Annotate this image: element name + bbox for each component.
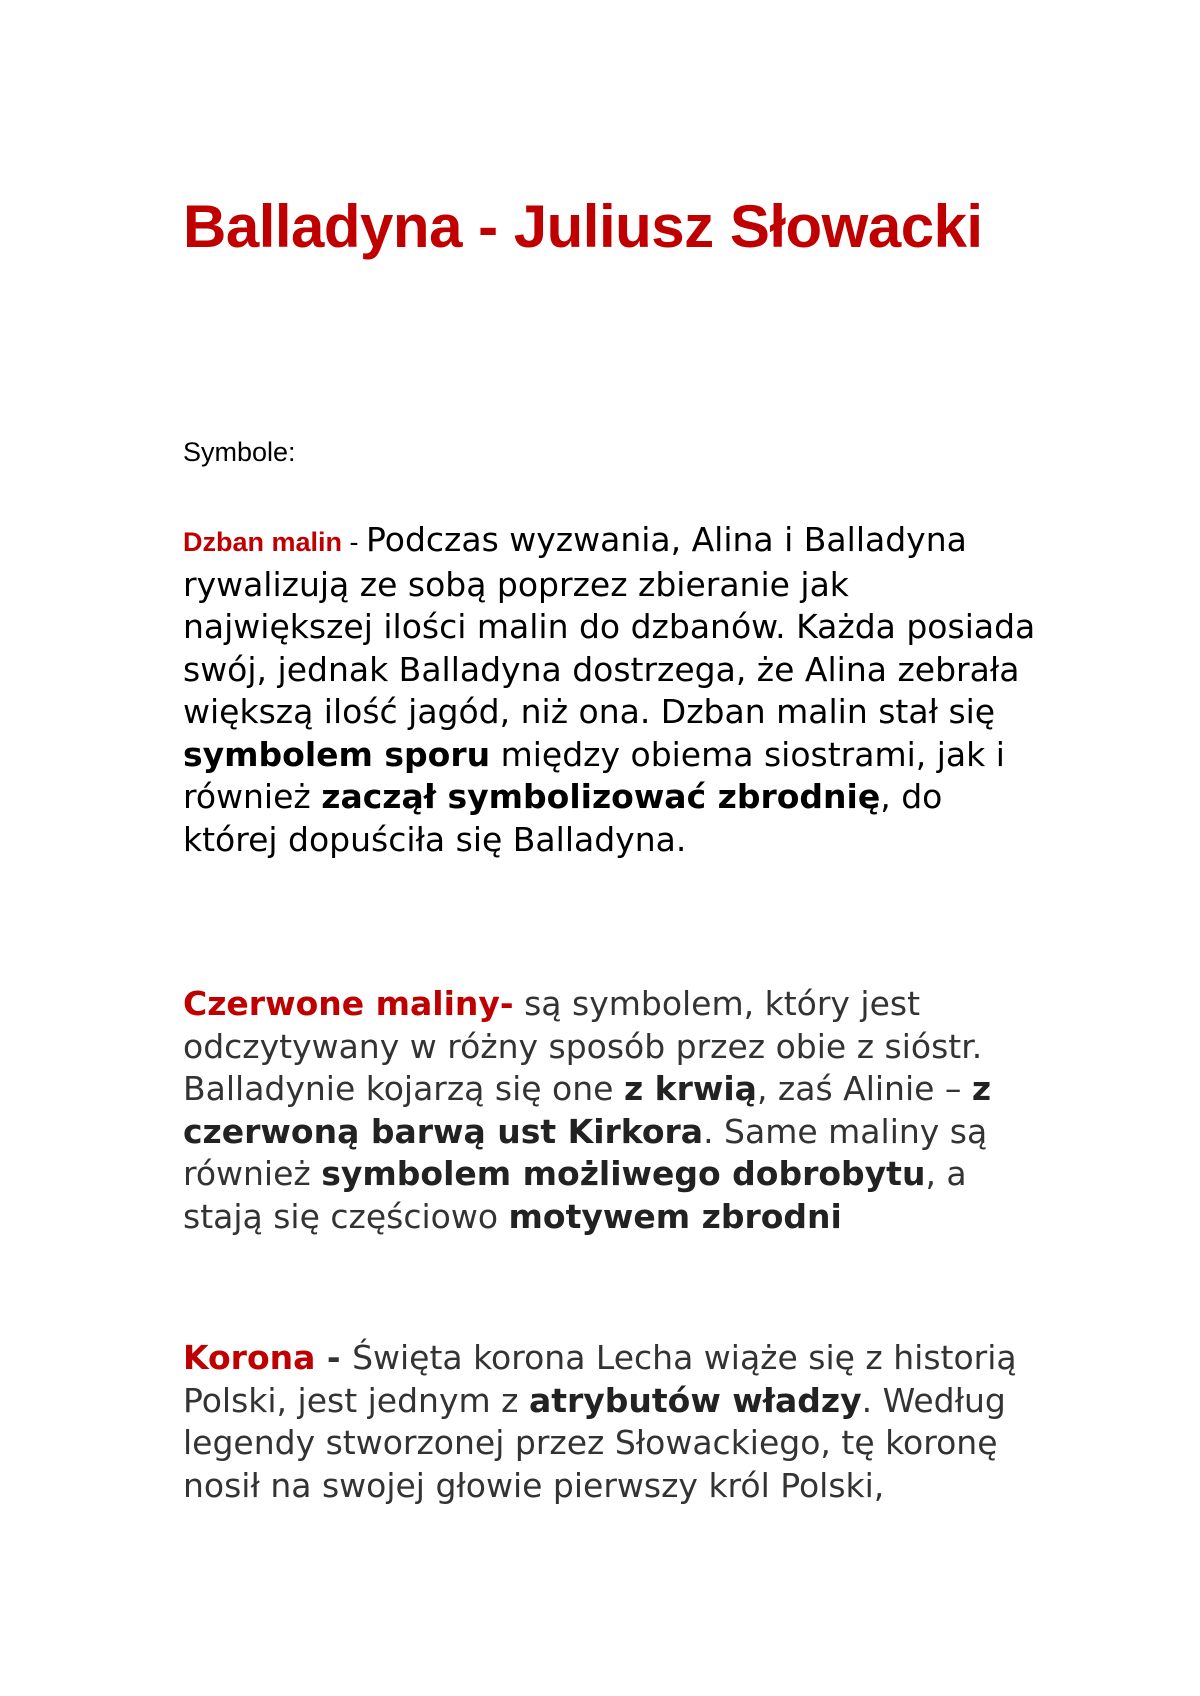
emphasis-text: symbolem możliwego dobrobytu — [321, 1154, 926, 1193]
symbol-entry-korona — [183, 1337, 1043, 1507]
entry-text: między obiema siostrami, jak i również — [183, 734, 1005, 816]
section-label: Symbole: — [183, 437, 296, 467]
symbol-entry-czerwone-maliny — [183, 983, 1043, 1238]
term-separator: - — [315, 1338, 353, 1377]
entry-text: Święta korona Lecha wiąże się z historią Polski, jest jednym z — [183, 1338, 1017, 1420]
entry-text: , a stają się częściowo — [183, 1154, 967, 1236]
entry-text: . Same maliny są również — [183, 1111, 988, 1193]
symbol-term: Czerwone maliny- — [183, 984, 514, 1023]
term-separator — [514, 984, 525, 1023]
symbol-term: Korona — [183, 1338, 316, 1377]
emphasis-text: atrybutów władzy — [528, 1380, 862, 1420]
entry-text: są symbolem, który jest odczytywany w różny sposób przez obie z sióstr. Balladynie kojarzą się one — [183, 984, 983, 1108]
emphasis-text: symbolem sporu — [183, 734, 491, 774]
entry-text: Podczas wyzwania, Alina i Balladyna rywalizują ze sobą poprzez zbieranie jak największej ilości malin do dzbanów. Każda posiada swój, jednak Balladyna dostrzega, że Alina zebrała większą ilość jagód, niż ona. Dzban malin stał się — [183, 520, 1036, 731]
symbol-entry-dzban-malin — [183, 519, 1043, 861]
entry-text: , zaś Alinie – — [756, 1069, 972, 1108]
page-title: Balladyna - Juliusz Słowacki — [183, 193, 983, 260]
emphasis-text: motywem zbrodni — [508, 1196, 842, 1236]
term-separator: - — [342, 527, 367, 557]
emphasis-text: zaczął symbolizować zbrodnię — [321, 777, 881, 816]
symbol-term: Dzban malin — [183, 527, 343, 557]
entry-text: , do której dopuściła się Balladyna. — [183, 777, 943, 859]
entry-text: . Według legendy stworzonej przez Słowackiego, tę koronę nosił na swojej głowie pierwszy król Polski, — [183, 1380, 1006, 1505]
emphasis-text: z krwią — [623, 1069, 757, 1108]
emphasis-text: z czerwoną barwą ust Kirkora — [183, 1069, 992, 1151]
